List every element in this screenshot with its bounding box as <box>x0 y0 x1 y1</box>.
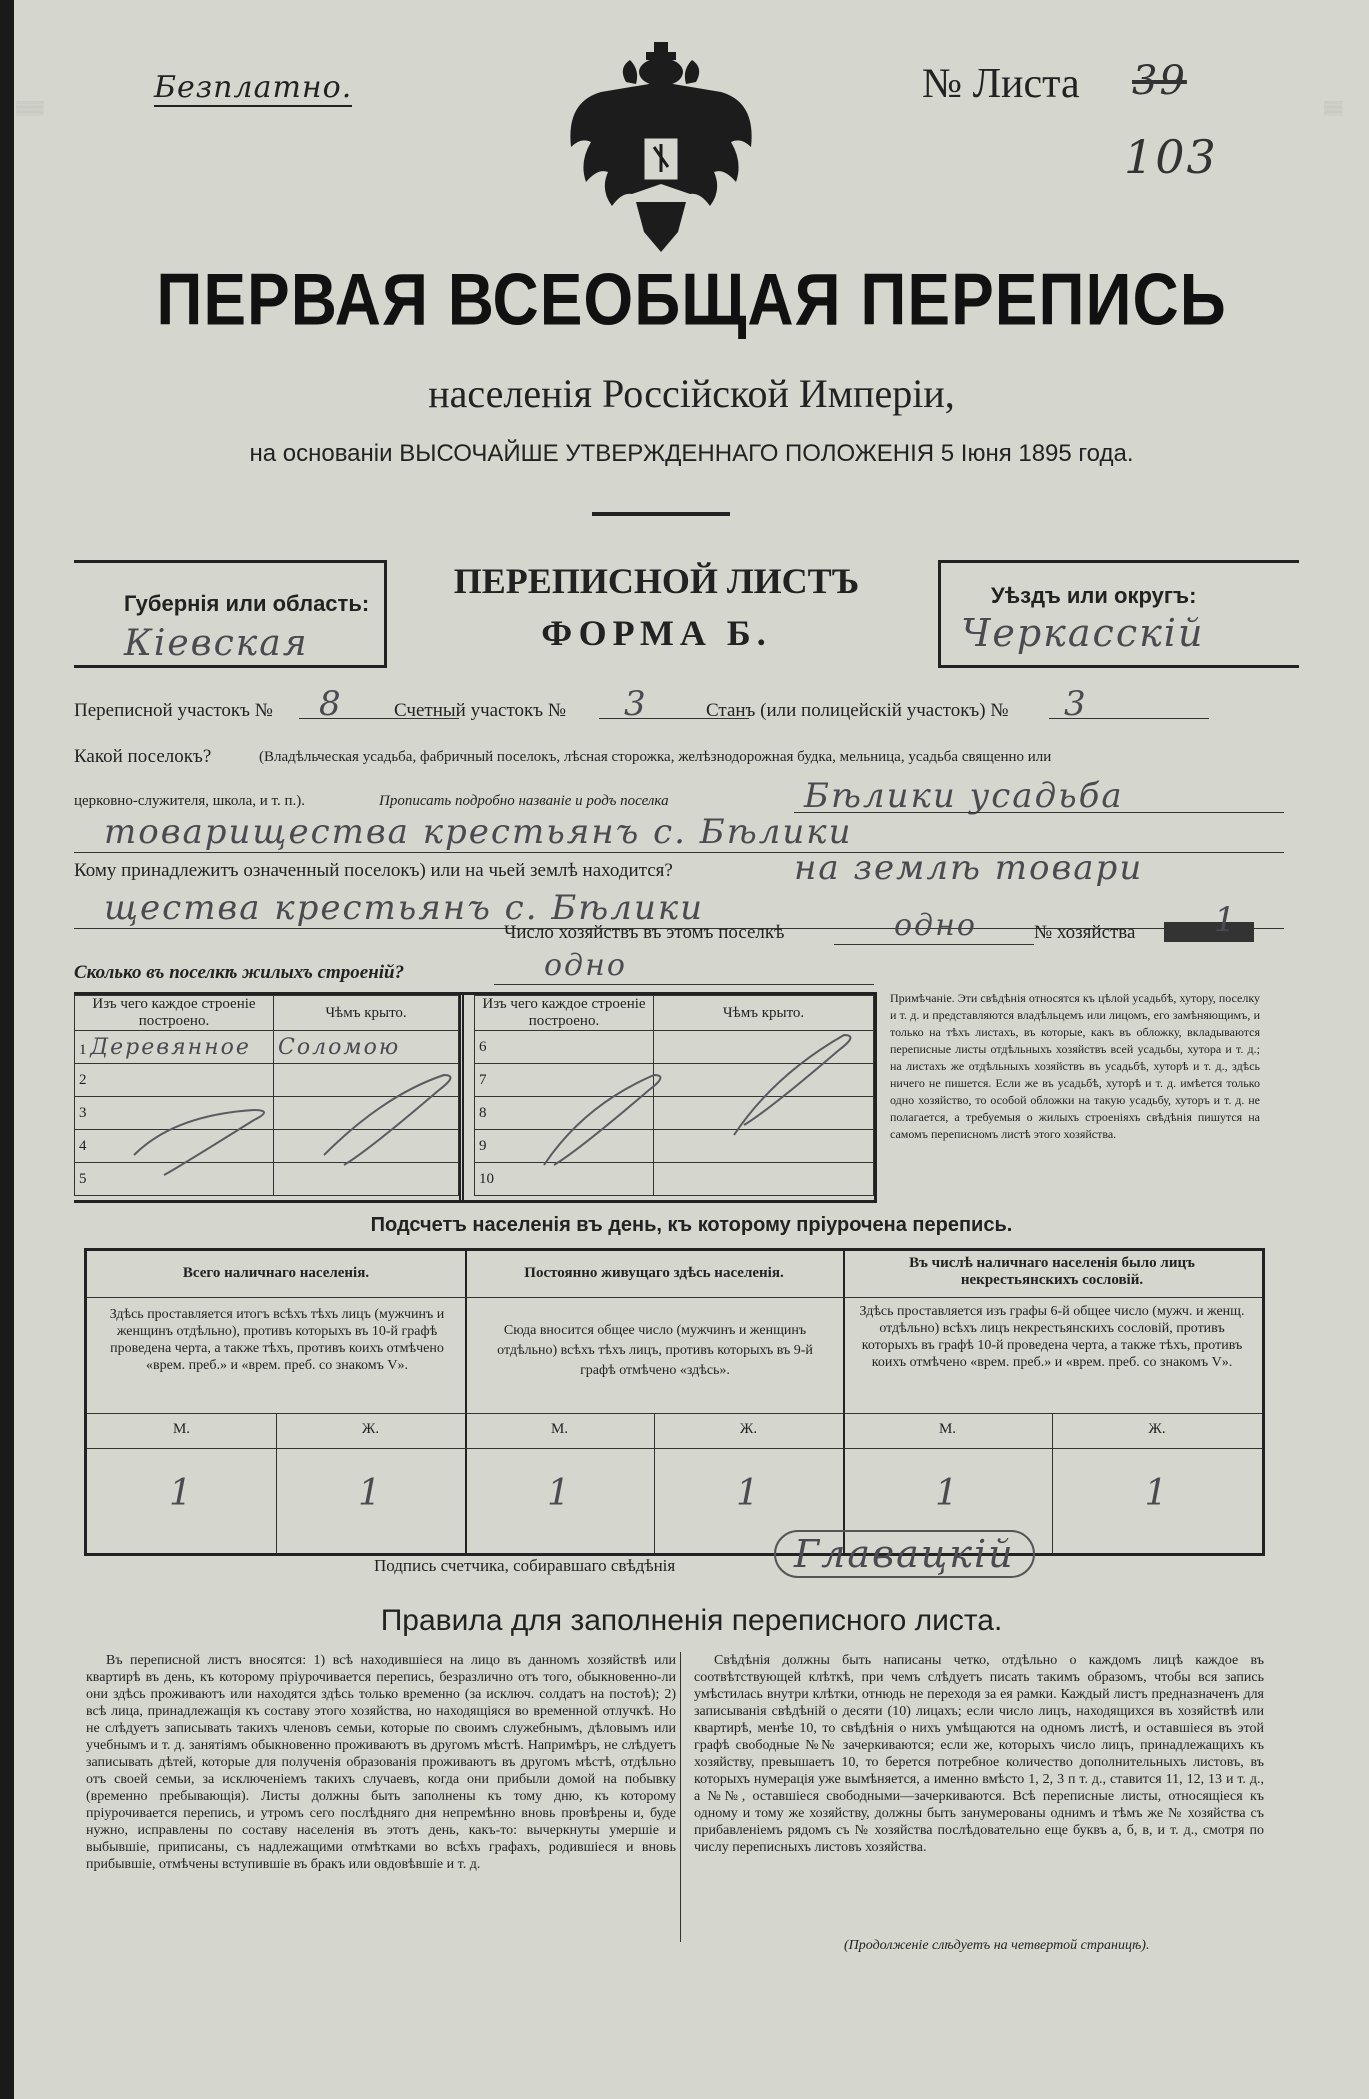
row-number: 6 <box>479 1038 487 1055</box>
count-m-1: М. <box>172 1421 191 1437</box>
household-number-redaction <box>1164 922 1254 942</box>
sheet-number-crossed: 39 <box>1132 58 1187 104</box>
settlement-question: Какой поселокъ? <box>74 746 212 767</box>
count-col3-header: Въ числѣ наличнаго населенія было лицъ некрестьянскихъ сословій. <box>909 1255 1195 1288</box>
bleed-through-right: ▒▒ <box>1324 100 1343 115</box>
rules-continued: (Продолженіе слѣдуетъ на четвертой страницѣ). <box>844 1938 1150 1953</box>
page-subtitle: населенія Россійской Имперіи, <box>428 371 955 416</box>
buildings-note: Примѣчаніе. Эти свѣдѣнія относятся къ цѣлой усадьбѣ, хутору, поселку и т. д. и представляются владѣльцемъ или лицомъ, его замѣняющимъ, и только на тѣхъ листахъ, въ которые, какъ въ обложку, вкладываются переписные листы отдѣльныхъ хозяйствъ всей усадьбы, хутора и т. д.; на листахъ же отдѣльныхъ хозяйствъ въ усадьбѣ, хуторѣ и т. д., здѣсь ничего не пишется. Если же въ усадьбѣ, хуторѣ и т. д. имѣется только одно хозяйство, то особой обложки на такую усадьбу, хуторъ и т. д. не полагается, а требуемыя о жилыхъ строеніяхъ свѣдѣнія пишутся на самомъ переписномъ листѣ этого хозяйства. <box>890 991 1260 1141</box>
households-line <box>834 944 1034 945</box>
count-f-1: Ж. <box>361 1421 380 1437</box>
owner-value-2: щества крестьянъ с. Бѣлики <box>104 888 705 928</box>
count-values-rule <box>87 1448 1262 1449</box>
settlement-value-2: товарищества крестьянъ с. Бѣлики <box>104 812 853 852</box>
district-value: Черкасскій <box>961 611 1205 655</box>
form-subtitle: ФОРМА Б. <box>541 613 772 653</box>
count-value: 1 <box>1144 1473 1170 1514</box>
row-number: 1 <box>79 1041 87 1058</box>
settlement-line-1 <box>794 812 1284 813</box>
rules-title: Правила для заполненія переписного листа. <box>380 1604 1003 1637</box>
sheet-number-new: 103 <box>1124 130 1218 184</box>
row-number: 4 <box>79 1137 87 1154</box>
row-number: 2 <box>79 1071 87 1088</box>
buildings-table <box>74 992 877 1203</box>
count-col3-text: Здѣсь проставляется изъ графы 6-й общее число (мужч. и женщ. отдѣльно) всѣхъ лицъ некрестьянскихъ сословій, противъ которыхъ въ графѣ 10-й проведена черта, а также тѣхъ, противъ коихъ отмѣчено «врем. преб.» и «врем. преб. со знакомъ V». <box>859 1304 1245 1370</box>
count-f-3: Ж. <box>1148 1421 1166 1437</box>
settlement-value-1: Бѣлики усадьба <box>804 776 1124 816</box>
bleed-through-left: ▒▒▒ <box>16 100 44 115</box>
row-number: 10 <box>479 1170 494 1187</box>
row1-roof-value: Соломою <box>278 1034 401 1060</box>
count-district-label: Счетный участокъ № <box>394 700 566 721</box>
district-box <box>938 560 1299 668</box>
count-value: 1 <box>169 1473 194 1514</box>
header-divider <box>592 512 730 516</box>
imperial-eagle-emblem-icon <box>566 42 756 257</box>
settlement-hint-3: Прописать подробно названіе и родъ поселка <box>379 793 669 809</box>
households-label: Число хозяйствъ въ этомъ поселкѣ <box>504 922 785 943</box>
buildings-value: одно <box>544 948 627 983</box>
row1-built-value: Деревянное <box>90 1034 251 1060</box>
count-value: 1 <box>935 1473 960 1514</box>
form-title: ПЕРЕПИСНОЙ ЛИСТЪ <box>453 561 860 601</box>
row-number: 3 <box>79 1104 87 1121</box>
count-col1-header: Всего наличнаго населенія. <box>182 1265 370 1281</box>
households-value: одно <box>894 908 977 943</box>
signature-value: Главацкій <box>774 1530 1035 1578</box>
count-col1-text: Здѣсь проставляется итогъ всѣхъ тѣхъ лицъ (мужчинъ и женщинъ отдѣльно), противъ которыхъ въ 10-й графѣ проведена черта, а также тѣхъ, противъ коихъ отмѣчено «врем. преб.» и «врем. преб. со знакомъ V». <box>109 1307 445 1373</box>
census-district-value: 8 <box>319 684 343 724</box>
province-value: Кіевская <box>124 623 309 664</box>
count-col2-text: Сюда вносится общее число (мужчинъ и женщинъ отдѣльно) всѣхъ тѣхъ лицъ, противъ которыхъ въ 9-й графѣ отмѣчено «здѣсь». <box>497 1323 813 1378</box>
sheet-number-label: № Листа <box>922 61 1080 107</box>
count-title: Подсчетъ населенія въ день, къ которому пріурочена перепись. <box>370 1214 1013 1236</box>
row-number: 8 <box>479 1104 487 1121</box>
settlement-hint-2: церковно-служителя, школа, и т. п.). <box>74 793 305 809</box>
col-roof-header-right: Чѣмъ крыто. <box>722 1004 805 1021</box>
household-number-value: 1 <box>1214 900 1238 940</box>
count-table <box>84 1248 1265 1556</box>
signature-label: Подпись счетчика, собиравшаго свѣдѣнія <box>374 1556 676 1575</box>
count-value: 1 <box>736 1473 761 1514</box>
stan-value: 3 <box>1064 684 1088 724</box>
row-number: 5 <box>79 1170 87 1187</box>
col-roof-header: Чѣмъ крыто. <box>325 1004 407 1021</box>
buildings-question: Сколько въ поселкѣ жилыхъ строеній? <box>74 962 405 983</box>
owner-value-1: на землѣ товари <box>794 848 1144 888</box>
settlement-hint: (Владѣльческая усадьба, фабричный поселокъ, лѣсная сторожка, желѣзнодорожная будка, мельница, усадьба священно или <box>259 749 1052 765</box>
row-number: 9 <box>479 1137 487 1154</box>
count-district-value: 3 <box>624 684 648 724</box>
rules-divider <box>680 1652 681 1942</box>
rules-left: Въ переписной листъ вносятся: 1) всѣ находившіеся на лицо въ данномъ хозяйствѣ или квартирѣ въ день, къ которому пріурочивается перепись, безразлично отъ того, обыкновенно-ли они здѣсь проживаютъ или находятся здѣсь только временно (за исключ. солдатъ на постоѣ); 2) всѣ лица, принадлежащія къ составу этого хозяйства, но находящіяся во временной отлучкѣ. Но не слѣдуетъ записывать такихъ членовъ семьи, которые по своимъ служебнымъ, дѣловымъ или учебнымъ и т. д. занятіямъ обыкновенно проживаютъ въ другомъ мѣстѣ. Напримѣръ, не слѣдуетъ записывать дѣтей, которые для полученія образованія проживаютъ въ другомъ мѣстѣ, отдѣльно отъ своей семьи, за исключеніемъ такихъ случаевъ, когда они прибыли домой на побывку (временно пребывающія). Листы должны быть заполнены къ тому дню, къ которому пріурочивается перепись, и утромъ сего послѣдняго дня непремѣнно вновь провѣрены и, буде нужно, исправлены по составу населенія въ этотъ день, какъ-то: вычеркнуты умершіе и выбывшіе, приписаны, съ надлежащими отмѣтками во всѣхъ графахъ, родившіеся и вновь прибывшіе, отмѣчены вступившіе въ бракъ или овдовѣвшіе и т. д. <box>86 1653 676 1872</box>
basis-line: на основаніи ВЫСОЧАЙШЕ УТВЕРЖДЕННАГО ПОЛОЖЕНІЯ 5 Іюня 1895 года. <box>249 440 1134 467</box>
census-sheet <box>14 0 1369 2099</box>
count-col2-header: Постоянно живущаго здѣсь населенія. <box>524 1265 784 1281</box>
household-number-label: № хозяйства <box>1034 922 1136 943</box>
district-label: Уѣздъ или округъ: <box>991 583 1197 608</box>
count-f-2: Ж. <box>739 1421 758 1437</box>
count-m-2: М. <box>550 1421 569 1437</box>
count-value: 1 <box>547 1473 572 1514</box>
form-title-block <box>384 560 929 654</box>
owner-question: Кому принадлежитъ означенный поселокъ) или на чьей землѣ находится? <box>74 860 673 881</box>
province-box <box>74 560 387 668</box>
cancel-strokes <box>74 995 874 1200</box>
census-district-label: Переписной участокъ № <box>74 700 273 721</box>
col-built-header-right: Изъ чего каждое строеніе построено. <box>482 996 646 1029</box>
count-mf-rule <box>87 1413 1262 1414</box>
row-number: 7 <box>479 1071 487 1088</box>
free-label: Безплатно. <box>154 70 353 105</box>
count-header-rule <box>87 1297 1262 1298</box>
page-title: ПЕРВАЯ ВСЕОБЩАЯ ПЕРЕПИСЬ <box>156 257 1227 341</box>
rules-right: Свѣдѣнія должны быть написаны четко, отдѣльно о каждомъ лицѣ каждое въ соотвѣтствующей клѣткѣ, при чемъ слѣдуетъ писать такимъ образомъ, чтобы вся запись умѣстилась внутри клѣтки, отнюдь не переходя за ея рамки. Каждый листъ предназначенъ для записыванія свѣдѣній о десяти (10) лицахъ; если число лицъ, находящихся въ хозяйствѣ или квартирѣ, менѣе 10, то свѣдѣнія о нихъ умѣщаются на одномъ листѣ, и оставшіеся въ этой графѣ свободные №№ зачеркиваются; если же, которыхъ число лицъ, принадлежащихъ къ хозяйству, превышаетъ 10, то берется потребное количество дополнительныхъ листовъ, въ которыхъ нумерація уже вымѣняется, а именно вмѣсто 1, 2, 3 п т. д., ставится 11, 12, 13 и т. д., а №№, оставшіеся свободными—зачеркиваются. Всѣ переписные листы, относящіеся къ одному и тому же хозяйству, должны быть занумерованы однимъ и тѣмъ же № хозяйства съ прибавленіемъ рядомъ съ № хозяйства послѣдовательно еще буквъ а, б, в, и т. д., смотря по числу переписныхъ листовъ хозяйства. <box>694 1653 1264 1855</box>
buildings-line <box>494 984 874 985</box>
stan-label: Станъ (или полицейскій участокъ) № <box>706 700 1009 721</box>
count-m-3: М. <box>938 1421 957 1437</box>
province-label: Губернія или область: <box>124 591 370 616</box>
count-value: 1 <box>358 1473 383 1514</box>
col-built-header: Изъ чего каждое строеніе построено. <box>92 996 256 1029</box>
